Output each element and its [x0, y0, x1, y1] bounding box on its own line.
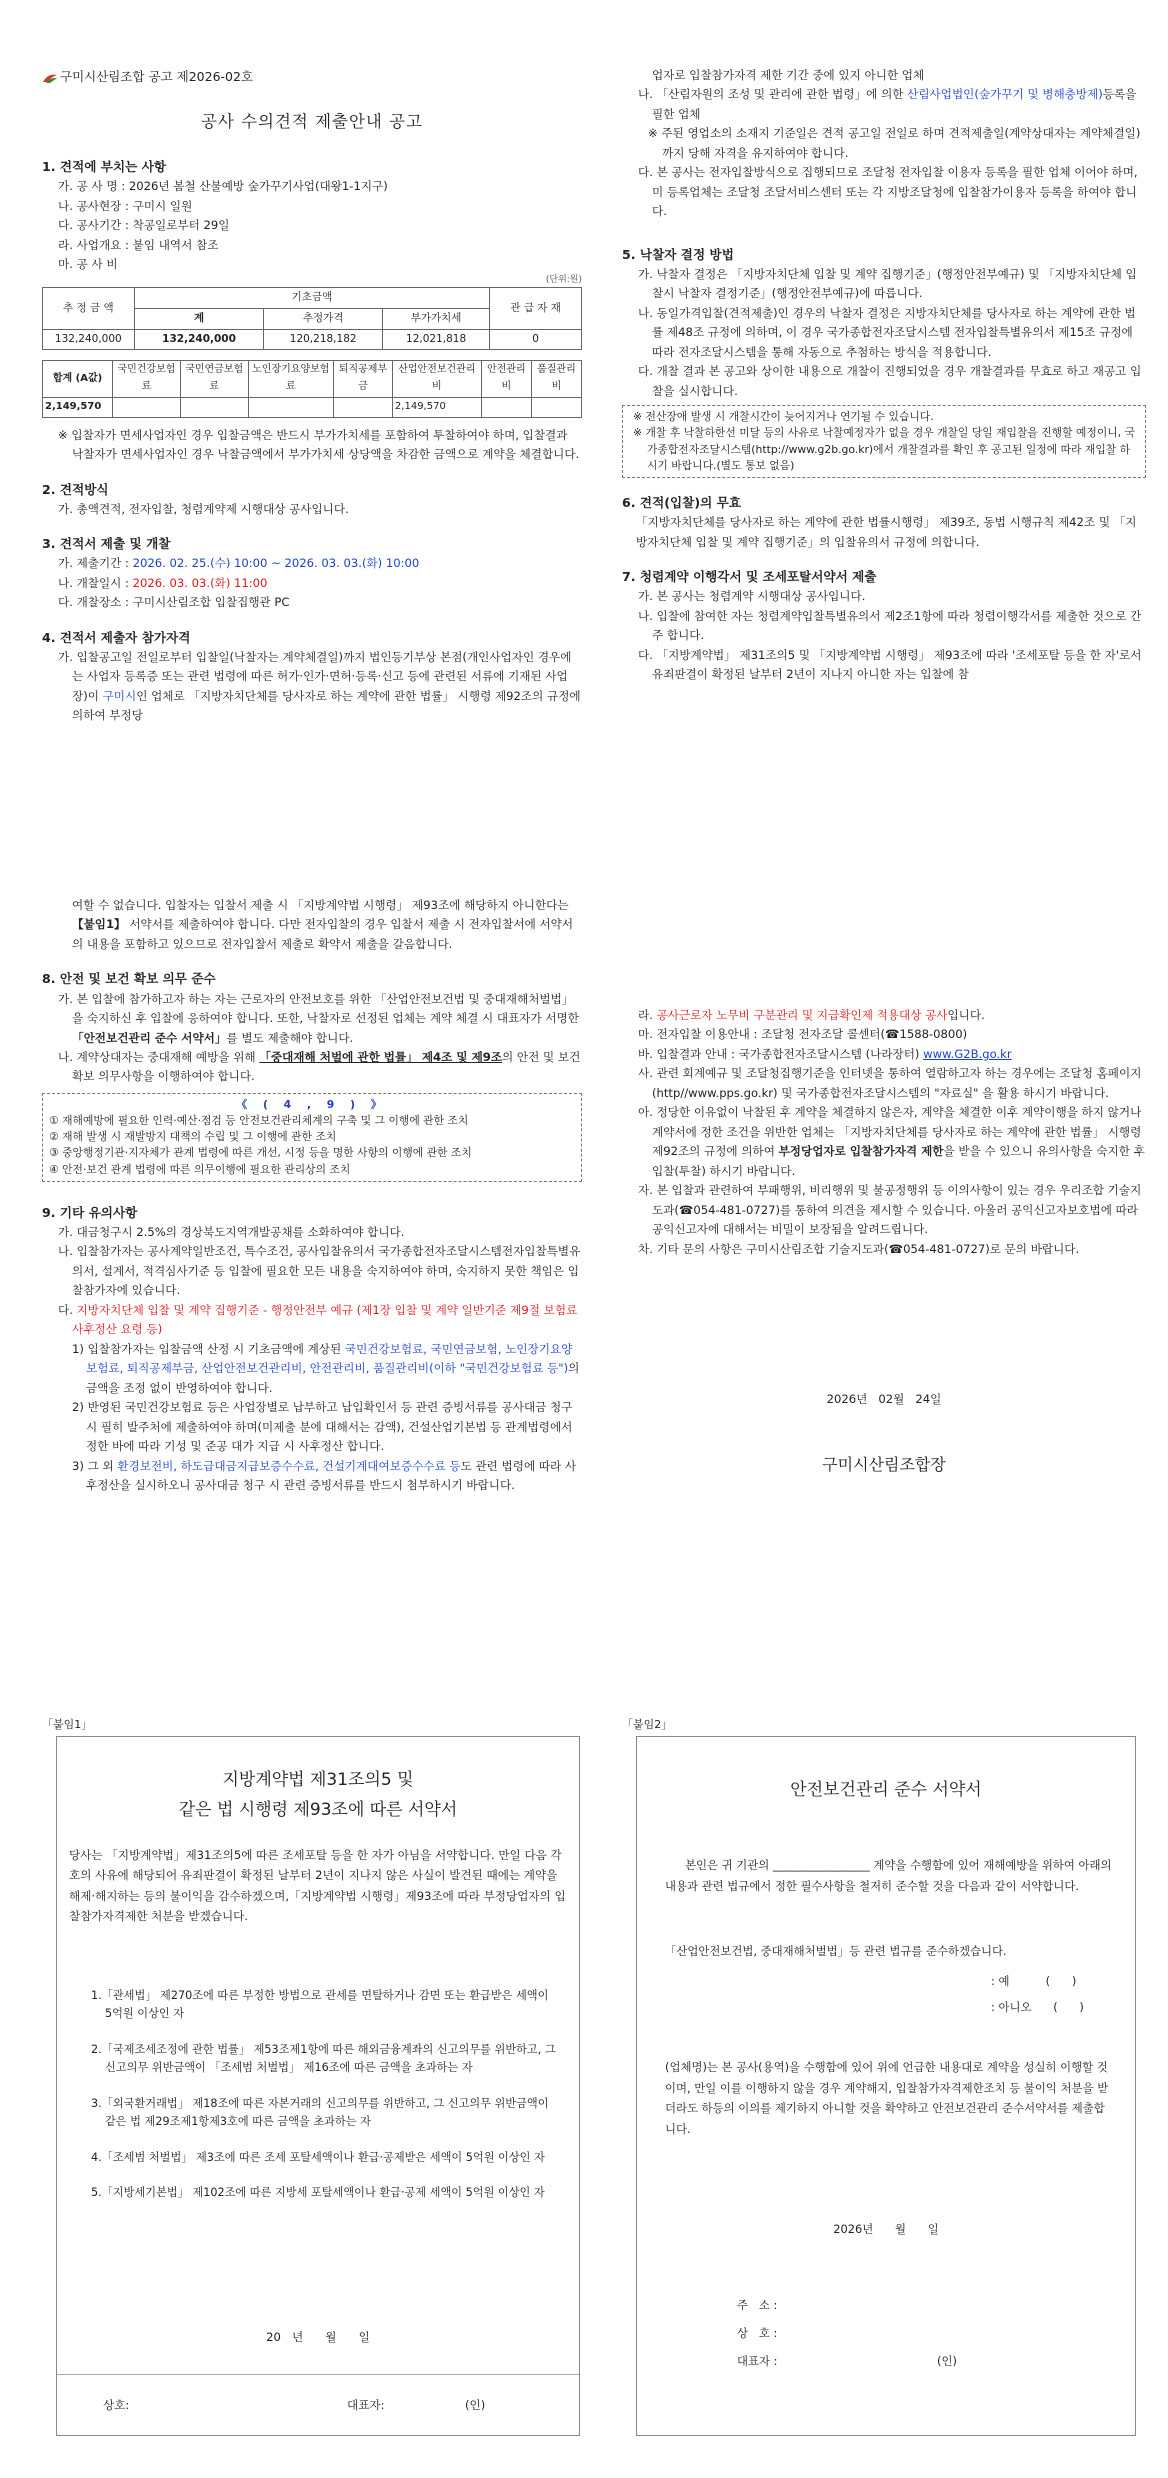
s9-item-j: 차. 기타 문의 사항은 구미시산림조합 기술지도과(☎054-481-0727)로 문의 바랍니다. — [638, 1241, 1080, 1256]
cell — [180, 397, 248, 417]
att2-seal: (인) — [937, 2354, 957, 2368]
s3-period — [42, 554, 582, 573]
th: 노인장기요양보험료 — [248, 361, 333, 398]
att1-item: 3.「외국환거래법」 제18조에 따른 자본거래의 신고의무를 위반하고, 그 신고의무 위반금액이 같은 법 제29조제1항제3호에 따른 금액을 초과하는 자 — [91, 2096, 549, 2128]
s9-sub-2: 2) 반영된 국민건강보험료 등은 사업장별로 납부하고 납입확인서 등 관련 증빙서류를 공사대금 청구 시 필히 발주처에 제출하여야 하며(미제출 분에 대해서는 감액), 건설산업기본법 등 관계법령에서 정한 바에 따라 기성 및 준공 대가 지급 시 사후정산 합니다. — [72, 1400, 573, 1454]
s1-item: 나. 공사현장 : 구미시 일원 — [58, 198, 193, 213]
page2-left — [42, 896, 582, 1496]
s9-item: 나. 입찰참가자는 공사계약일반조건, 특수조건, 공사입찰유의서 국가종합전자조달시스템전자입찰특별유의서, 설계서, 적격심사기준 등 입찰에 필요한 모든 내용을 숙지하여야 하며, 숙지하지 못한 책임은 입찰참가자에 있습니다. — [58, 1244, 581, 1298]
s1-item: 가. 공 사 명 : 2026년 봄철 산불예방 숲가꾸기사업(대왕1-1지구) — [58, 179, 388, 194]
text: 을 받을 수 있으니 유의사항을 숙지한 후 입찰(투찰) 하시기 바랍니다. — [652, 1144, 1145, 1178]
att1-title-2: 같은 법 시행령 제93조에 따른 서약서 — [178, 1800, 458, 1820]
text: 의 안전 및 보건 확보 의무사항을 이행하여야 합니다. — [72, 1049, 581, 1084]
s9-item-h — [622, 1103, 1146, 1181]
s9-item-g: 사. 관련 회계예규 및 조달청집행기준을 인터넷을 통하여 열람하고자 하는 경우에는 조달청 홈페이지 (http//www.pps.go.kr) 및 국가종합전자조달시스템의 "자료실" 을 활용 하시기 바랍니다. — [638, 1066, 1142, 1100]
cell: 0 — [490, 329, 582, 350]
s4-note: ※ 주된 영업소의 소재지 기준일은 견적 공고일 전일로 하며 견적제출일(계약상대자는 계약체결일)까지 당해 자격을 유지하여야 합니다. — [648, 126, 1141, 160]
att1-item: 4.「조세범 처벌법」 제3조에 따른 조세 포탈세액이나 환급·공제받은 세액이 5억원 이상인 자 — [91, 2150, 545, 2164]
text: 1) 입찰참가자는 입찰금액 산정 시 기초금액에 계상된 — [72, 1341, 345, 1356]
att1-item: 2.「국제조세조정에 관한 법률」 제53조제1항에 따른 해외금융계좌의 신고의무를 위반하고, 그 신고의무 위반금액이 「조세범 처벌법」 제16조에 따른 금액을 초과하는 자 — [91, 2042, 556, 2074]
th: 품질관리비 — [531, 361, 581, 398]
org-name: 산림조합 — [96, 69, 145, 84]
cell — [248, 397, 333, 417]
text: 도 관련 법령에 따라 사후정산을 실시하오니 공사대금 청구 시 관련 증빙서류를 반드시 첨부하시기 바랍니다. — [86, 1458, 577, 1493]
att1-company-label: 상호: — [103, 2398, 130, 2412]
text: 아. 정당한 이유없이 낙찰된 후 계약을 체결하지 않은자, 계약을 체결한 이후 계약이행을 하지 않거나 계약서에 정한 조건을 위반한 업체는 「지방자치단체를 당사자로 하는 계약에 관한 법률」 시행령 제92조의 규정에 의하여 — [638, 1105, 1142, 1159]
s1-item: 다. 공사기간 : 착공일로부터 29일 — [58, 218, 230, 233]
text: 의 금액을 조정 없이 반영하여야 합니다. — [86, 1361, 580, 1395]
s3-place: 다. 개찰장소 : 구미시산림조합 입찰집행관 PC — [58, 595, 290, 610]
box-title: 《 ( 4 , 9 ) 》 — [236, 1097, 388, 1111]
text: 다. — [58, 1302, 77, 1317]
law-ref: 「중대재해 처벌에 관한 법률」 제4조 및 제9조 — [259, 1049, 503, 1064]
th-total: 계 — [134, 308, 264, 329]
section-1-title: 1. 견적에 부치는 사항 — [42, 159, 167, 174]
cost-table — [42, 287, 582, 350]
s8-duties-box — [42, 1093, 582, 1182]
section-7-title: 7. 청렴계약 이행각서 및 조세포탈서약서 제출 — [622, 569, 877, 585]
att2-p1: 본인은 귀 기관의 _________________ 계약을 수행함에 있어 재해예방을 위하여 아래의 내용과 관련 법규에서 정한 필수사항을 철저히 준수할 것을 다음과 같이 서약합니다. — [665, 1858, 1112, 1893]
s7-item: 다. 「지방계약법」 제31조의5 및 「지방계약법 시행령」 제93조에 따라 '조세포탈 등을 한 자'로서 유죄판결이 확정된 날부터 2년이 지나지 아니한 자는 입찰에 참 — [638, 647, 1142, 682]
att2-rep-label: 대표자 : — [737, 2354, 778, 2368]
s5-notice-box — [622, 405, 1146, 478]
org-prefix: 구미시 — [60, 69, 97, 84]
att1-tag: 「붙임1」 — [42, 1718, 93, 1731]
box-line: ※ 전산장애 발생 시 개찰시간이 늦어지거나 연기될 수 있습니다. — [633, 410, 934, 424]
cell: 2,149,570 — [43, 397, 113, 417]
pledge-ref: 「안전보건관리 준수 서약서」 — [72, 1030, 227, 1045]
att1-divider — [57, 2374, 579, 2375]
s5-item: 나. 동일가격입찰(견적제출)인 경우의 낙찰자 결정은 지방자치단체를 당사자로 하는 계약에 관한 법률 제48조 규정에 의하며, 이 경우 국가종합전자조달시스템 전자입찰특별유의서 제15조 규정에 따라 전자조달시스템을 통해 자동으로 추첨하는 방식을 적용합니다. — [638, 305, 1136, 359]
s9-item-i: 자. 본 입찰과 관련하여 부패행위, 비리행위 및 불공정행위 등 이의사항이 있는 경우 우리조합 기술지도과(☎054-481-0727)를 통하여 의견을 제시할 수 있습니다. 아울러 공익신고자보호법에 따라 공익신고자에 대해서는 비밀이 보장됨을 알려드립니다. — [638, 1183, 1142, 1237]
page1-right — [622, 66, 1146, 685]
cell — [481, 397, 531, 417]
th-est2: 추정가격 — [264, 308, 382, 329]
att2-company-label: 상 호 : — [737, 2326, 778, 2340]
attachment-ref: 【붙임1】 — [72, 917, 126, 932]
region-highlight: 구미시 — [102, 688, 137, 703]
s8-item-a — [42, 990, 582, 1048]
box-line: ※ 개찰 후 낙찰하한선 미달 등의 사유로 낙찰예정자가 없을 경우 개찰일 당일 재입찰을 진행할 예정이니, 국가종합전자조달시스템(http://www.g2b.go.kr)에서 개찰결과를 확인 후 공고된 일정에 따라 재입찰 하시기 바랍니다.(별도 통보 없음) — [633, 426, 1136, 472]
box-line: ④ 안전·보건 관계 법령에 따른 의무이행에 필요한 관리상의 조치 — [49, 1162, 351, 1176]
cell: 120,218,182 — [264, 329, 382, 350]
section-2-title: 2. 견적방식 — [42, 481, 109, 497]
att1-seal: (인) — [465, 2398, 486, 2412]
text: 인 업체로 「지방자치단체를 당사자로 하는 계약에 관한 법률」 시행령 제92조의 규정에 의하여 부정당 — [72, 688, 581, 723]
att2-p2: 「산업안전보건법, 중대재해처벌법」등 관련 법규를 준수하겠습니다. — [665, 1944, 1007, 1958]
att1-title-1: 지방계약법 제31조의5 및 — [222, 1770, 414, 1790]
s7-item-cont — [42, 896, 582, 954]
att2-date: 2026년 월 일 — [833, 2222, 939, 2236]
s4-item-d: 다. 본 공사는 전자입찰방식으로 집행되므로 조달청 전자입찰 이용자 등록을 필한 업체 이어야 하며, 미 등록업체는 조달청 조달서비스센터 또는 각 지방조달청에 입찰참가이용자 등록을 하여야 합니다. — [638, 165, 1138, 219]
label: 나. 개찰일시 : — [58, 575, 133, 590]
g2b-link[interactable]: www.G2B.go.kr — [923, 1046, 1012, 1061]
s9-sub-1 — [42, 1340, 582, 1398]
forestry-logo-icon — [42, 72, 58, 84]
section-3-title: 3. 견적서 제출 및 개찰 — [42, 536, 171, 552]
forest-corp-highlight: 산림사업법인(숲가꾸기 및 병해충방제) — [907, 87, 1103, 102]
notice-date: 2026년 02월 24일 — [826, 1392, 942, 1406]
text: 여할 수 없습니다. 입찰자는 입찰서 제출 시 「지방계약법 시행령」 제93조에 해당하지 아니한다는 — [72, 898, 569, 912]
section-6-title: 6. 견적(입찰)의 무효 — [622, 494, 741, 510]
text: 나. 「산림자원의 조성 및 관리에 관한 법령」에 의한 — [638, 87, 908, 102]
th-base: 기초금액 — [134, 288, 490, 309]
att1-item: 1.「관세법」 제270조에 따른 부정한 방법으로 관세를 면탈하거나 감면 또는 환급받은 세액이 5억원 이상인 자 — [91, 1989, 549, 2020]
att1-items — [87, 1987, 557, 2202]
box-line: ② 재해 발생 시 재발방지 대책의 수립 및 그 이행에 관한 조치 — [49, 1130, 337, 1144]
bold-text: 부정당업자로 입찰참가자격 제한 — [778, 1144, 944, 1159]
att2-form — [636, 1736, 1136, 2436]
th: 퇴직공제부금 — [334, 361, 393, 398]
page2-right — [622, 1006, 1146, 1259]
att2-address-label: 주 소 : — [737, 2298, 778, 2312]
box-line: ① 재해예방에 필요한 인력·예산·점검 등 안전보건관리체계의 구축 및 그 이행에 관한 조치 — [49, 1114, 469, 1128]
s2-item: 가. 총액견적, 전자입찰, 청렴계약제 시행대상 공사입니다. — [58, 501, 349, 516]
th: 합계 (A값) — [43, 361, 113, 398]
s7-item: 나. 입찰에 참여한 자는 청렴계약입찰특별유의서 제2조1항에 따라 청렴이행각서를 제출한 것으로 간주 합니다. — [638, 608, 1142, 643]
th: 국민연금보험료 — [180, 361, 248, 398]
att1-rep-label: 대표자: — [347, 2398, 385, 2412]
text: 입니다. — [947, 1008, 985, 1022]
cell — [531, 397, 581, 417]
s9-item-e: 마. 전자입찰 이용안내 : 조달청 전자조달 콜센터(☎1588-0800) — [638, 1027, 968, 1042]
s4-item-b — [622, 85, 1146, 124]
blue-text: 국민건강보험료, 국민연금보험, 노인장기요양보험료, 퇴직공제부금, 산업안전보건관리비, 안전관리비, 품질관리비(이하 "국민건강보험료 등") — [86, 1341, 573, 1376]
page-title: 공사 수의견적 제출안내 공고 — [200, 112, 423, 131]
cell: 2,149,570 — [392, 397, 481, 417]
text: 라. — [638, 1008, 657, 1022]
text: 가. 입찰공고일 전일로부터 입찰일(낙찰자는 계약체결일)까지 법인등기부상 본점(개인사업자인 경우에는 사업자 등록증 또는 관련 법령에 따른 허가·인가·면허·등록·신고 등에 관련된 서류에 기재된 사업장)이 — [58, 649, 572, 703]
th-est: 추 정 금 액 — [43, 288, 135, 329]
section-4-title: 4. 견적서 제출자 참가자격 — [42, 629, 191, 645]
att1-item: 5.「지방세기본법」 제102조에 따른 지방세 포탈세액이나 환급·공제 세액이 5억원 이상인 자 — [91, 2186, 545, 2200]
red-text: 공사근로자 노무비 구분관리 및 지급확인제 적용대상 공사 — [656, 1008, 948, 1022]
s5-item: 다. 개찰 결과 본 공고와 상이한 내용으로 개찰이 진행되었을 경우 개찰결과를 무효로 하고 재공고 입찰을 실시합니다. — [638, 364, 1142, 398]
submit-period: 2026. 02. 25.(수) 10:00 ∼ 2026. 03. 03.(화) 10:00 — [132, 556, 420, 571]
text: 등록을 필한 업체 — [652, 87, 1137, 121]
text: 서약서를 제출하여야 합니다. 다만 전자입찰의 경우 입찰서 제출 시 전자입찰서에 서약서의 내용을 포함하고 있으므로 전자입찰서 제출로 확약서 제출을 갈음합니다. — [72, 917, 574, 951]
s1-item: 라. 사업개요 : 붙임 내역서 참조 — [58, 237, 219, 252]
th: 산업안전보건관리비 — [392, 361, 481, 398]
s9-item-f — [622, 1045, 1146, 1064]
s3-open — [42, 574, 582, 593]
s7-item: 가. 본 공사는 청렴계약 시행대상 공사입니다. — [638, 589, 866, 604]
vat-note: ※ 입찰자가 면세사업자인 경우 입찰금액은 반드시 부가가치세를 포함하여 투찰하여야 하며, 입찰결과 낙찰자가 면세사업자인 경우 낙찰금액에서 부가가치세 상당액을 차감한 금액으로 계약을 체결합니다. — [58, 427, 580, 462]
att2-title: 안전보건관리 준수 서약서 — [790, 1780, 982, 1800]
s5-item: 가. 낙찰자 결정은 「지방자치단체 입찰 및 계약 집행기준」(행정안전부예규) 및 「지방자치단체 입찰시 낙찰자 결정기준」(행정안전부예규)에 따릅니다. — [638, 266, 1137, 301]
text: 바. 입찰결과 안내 : 국가종합전자조달시스템 (나라장터) — [638, 1046, 924, 1061]
cell — [334, 397, 393, 417]
cell: 132,240,000 — [43, 329, 135, 350]
s9-sub-3 — [42, 1457, 582, 1496]
s4-item-a — [42, 648, 582, 726]
att1-date: 20 년 월 일 — [266, 2330, 370, 2344]
text: 나. 계약상대자는 중대재해 예방을 위해 — [58, 1049, 260, 1064]
cell: 12,021,818 — [382, 329, 489, 350]
open-datetime: 2026. 03. 03.(화) 11:00 — [132, 575, 268, 590]
att2-no: : 아니오 ( ) — [991, 2000, 1084, 2014]
unit-label: (단위:원) — [545, 274, 582, 285]
header-notice — [42, 66, 253, 87]
att2-p3: (업체명)는 본 공사(용역)을 수행함에 있어 위에 언급한 내용대로 계약을 성실히 이행할 것이며, 만일 이를 이행하지 않을 경우 계약해지, 입찰참가자격제한조치 등 불이익 처분을 받더라도 하등의 이의를 제기하지 아니할 것을 확약하고 안전보건관리 준수서약서를 제출합니다. — [665, 2060, 1109, 2136]
th-mat: 관 급 자 재 — [490, 288, 582, 329]
th: 안전관리비 — [481, 361, 531, 398]
att1-intro: 당사는 「지방계약법」제31조의5에 따른 조세포탈 등을 한 자가 아님을 서약합니다. 만일 다음 각호의 사유에 해당되어 유죄판결이 확정된 날부터 2년이 지나지 않은 사실이 발견된 때에는 계약을 해제·해지하는 등의 불이익을 감수하겠으며,「지방계약법 시행령」제93조에 따라 부정당업자의 입찰참가자격제한 처분을 받겠습니다. — [69, 1848, 566, 1923]
text: 를 별도 제출해야 합니다. — [226, 1030, 354, 1045]
section-9-title: 9. 기타 유의사항 — [42, 1204, 138, 1220]
label: 가. 제출기간 : — [58, 556, 133, 571]
box-line: ③ 중앙행정기관·지자체가 관계 법령에 따른 개선, 시정 등을 명한 사항의 이행에 관한 조치 — [49, 1146, 472, 1160]
s8-item-b — [42, 1048, 582, 1087]
s9-item: 가. 대금청구시 2.5%의 경상북도지역개발공채를 소화하여야 합니다. — [58, 1225, 405, 1239]
section-1 — [42, 156, 582, 726]
s9-item-c — [42, 1301, 582, 1340]
s4-item-a-cont: 업자로 입찰참가자격 제한 기간 중에 있지 아니한 업체 — [652, 68, 925, 82]
insurance-table — [42, 360, 582, 417]
s1-item: 마. 공 사 비 — [58, 257, 118, 272]
att2-tag: 「붙임2」 — [622, 1718, 673, 1731]
att1-form — [56, 1736, 580, 2436]
cell: 132,240,000 — [134, 329, 264, 350]
cell — [113, 397, 181, 417]
text: 가. 본 입찰에 참가하고자 하는 자는 근로자의 안전보호를 위한 「산업안전보건법 및 중대재해처벌법」을 숙지하신 후 입찰에 응하여야 합니다. 또한, 낙찰자로 선정된 업체는 계약 체결 시 대표자가 서명한 — [58, 991, 579, 1026]
section-8-title: 8. 안전 및 보건 확보 의무 준수 — [42, 971, 216, 987]
issuer: 구미시산림조합장 — [822, 1455, 946, 1474]
blue-text: 환경보전비, 하도급대금지급보증수수료, 건설기계대여보증수수료 등 — [117, 1458, 461, 1473]
th: 국민건강보험료 — [113, 361, 181, 398]
s6-text: 「지방자치단체를 당사자로 하는 계약에 관한 법률시행령」 제39조, 동법 시행규칙 제42조 및 「지방자치단체 입찰 및 계약 집행기준」의 입찰유의서 규정에 의합니다. — [636, 515, 1137, 549]
th-vat: 부가가치세 — [382, 308, 489, 329]
s9-item-d — [622, 1006, 1146, 1025]
section-5-title: 5. 낙찰자 결정 방법 — [622, 246, 734, 262]
red-text: 지방자치단체 입찰 및 계약 집행기준 - 행정안전부 예규 (제1장 입찰 및 계약 일반기준 제9절 보험료 사후정산 요령 등) — [72, 1302, 578, 1337]
att2-yes: : 예 ( ) — [991, 1974, 1077, 1988]
text: 3) 그 외 — [72, 1458, 118, 1473]
notice-number: 공고 제2026-02호 — [148, 69, 254, 84]
